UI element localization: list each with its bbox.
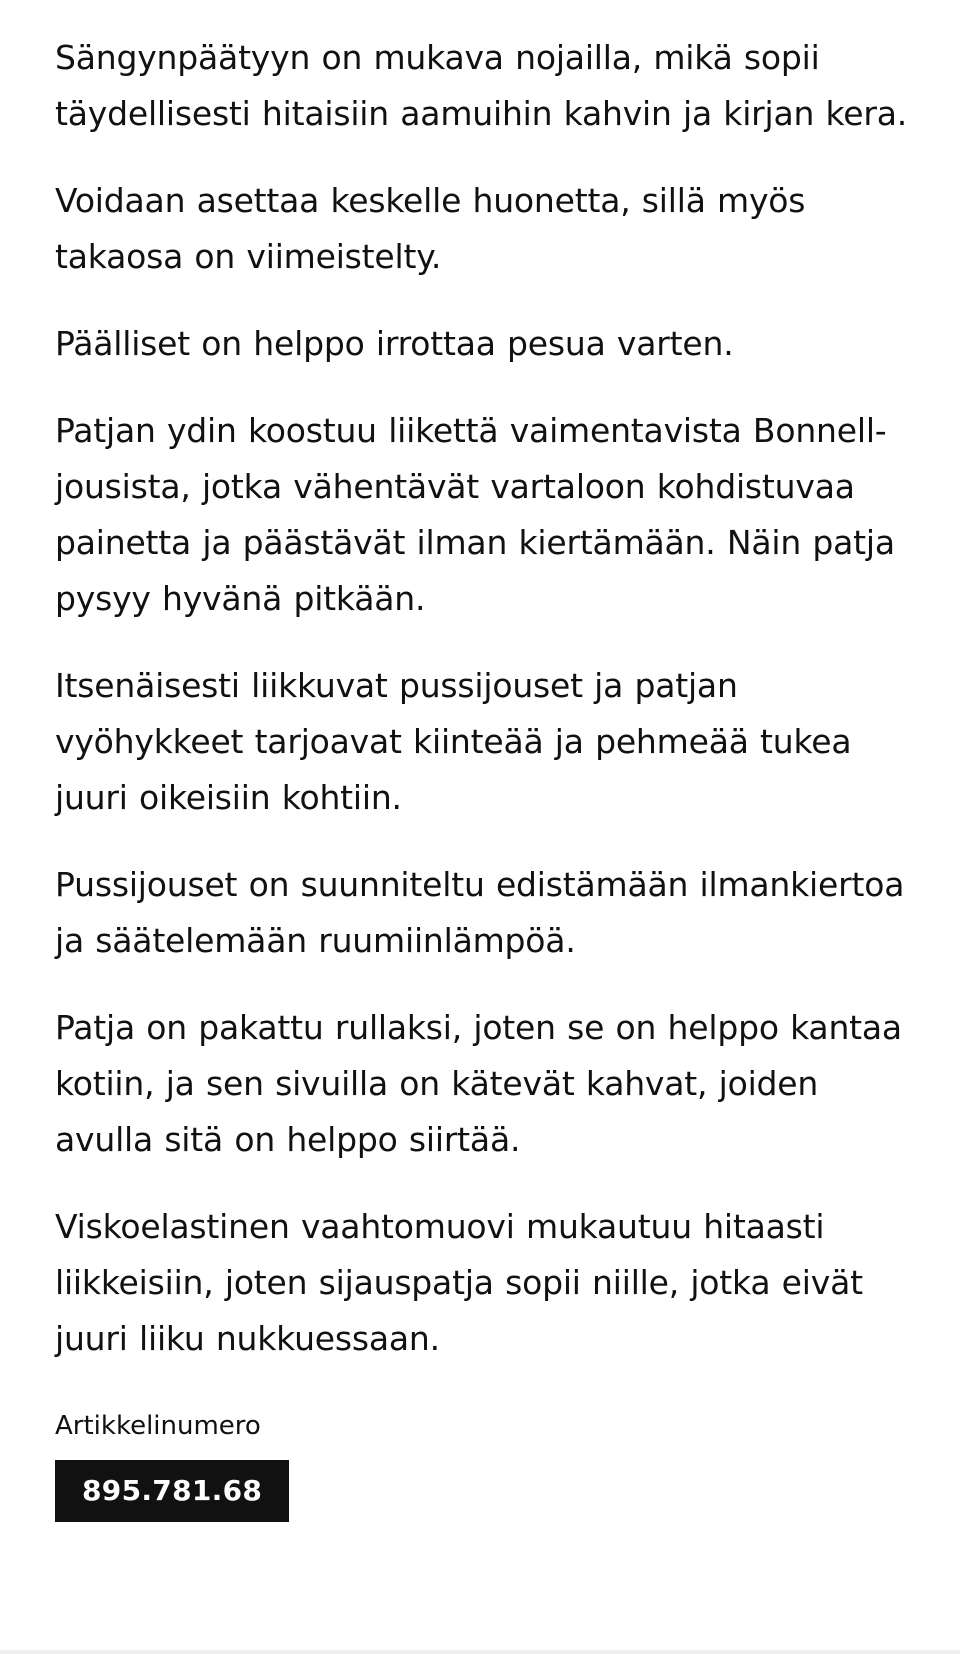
article-number-label: Artikkelinumero xyxy=(55,1411,261,1441)
feature-text: Pussijouset on suunniteltu edistämään ilmankiertoa ja säätelemään ruumiinlämpöä. xyxy=(55,865,905,960)
feature-text: Itsenäisesti liikkuvat pussijouset ja patjan vyöhykkeet tarjoavat kiinteää ja pehmeää tukea juuri oikeisiin kohtiin. xyxy=(55,666,852,817)
feature-text: Sängynpäätyyn on mukava nojailla, mikä sopii täydellisesti hitaisiin aamuihin kahvin ja kirjan kera. xyxy=(55,38,908,133)
feature-text: Viskoelastinen vaahtomuovi mukautuu hitaasti liikkeisiin, joten sijauspatja sopii niille, jotka eivät juuri liiku nukkuessaan. xyxy=(55,1207,863,1358)
bottom-divider xyxy=(0,1650,960,1654)
feature-text: Patja on pakattu rullaksi, joten se on helppo kantaa kotiin, ja sen sivuilla on kätevät kahvat, joiden avulla sitä on helppo siirtää. xyxy=(55,1008,902,1159)
product-details xyxy=(55,30,915,1522)
article-number-badge: 895.781.68 xyxy=(55,1460,289,1522)
feature-text: Päälliset on helppo irrottaa pesua varten. xyxy=(55,324,734,363)
feature-text: Voidaan asettaa keskelle huonetta, sillä myös takaosa on viimeistelty. xyxy=(55,181,806,276)
feature-text: Patjan ydin koostuu liikettä vaimentavista Bonnell-jousista, jotka vähentävät vartaloon kohdistuvaa painetta ja päästävät ilman kiertämään. Näin patja pysyy hyvänä pitkään. xyxy=(55,411,895,618)
